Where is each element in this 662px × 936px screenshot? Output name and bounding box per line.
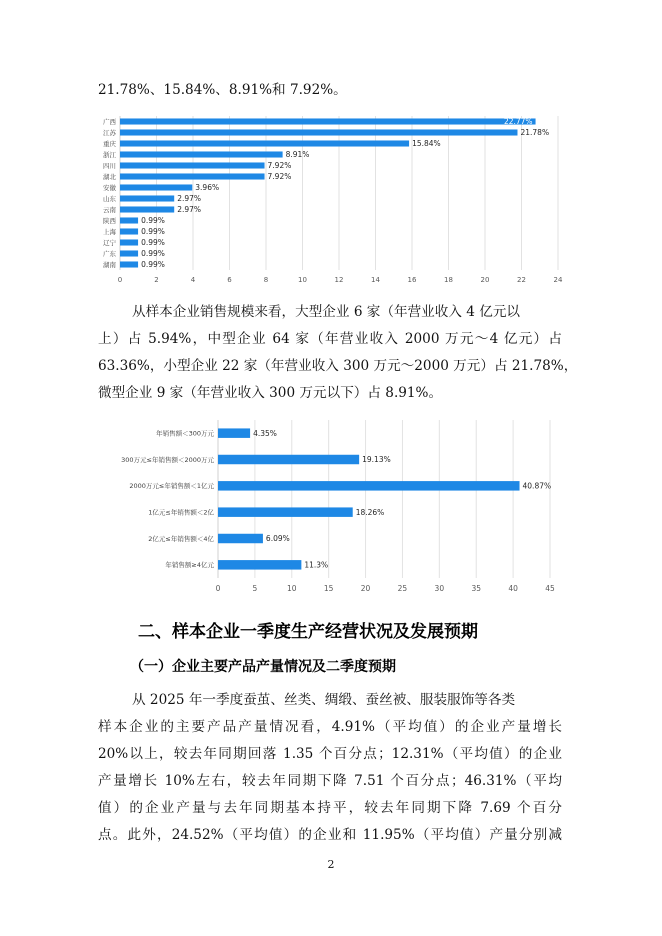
- para2-line-5: 值）的企业产量与去年同期基本持平，较去年同期下降 7.69 个百分: [98, 800, 562, 816]
- x-tick-label: 5: [252, 584, 258, 593]
- data-label: 0.99%: [141, 227, 165, 237]
- category-label: 2000万元≤年销售额＜1亿元: [129, 482, 214, 491]
- category-label: 重庆: [103, 139, 116, 148]
- category-label: 1亿元≤年销售额＜2亿: [148, 508, 214, 517]
- x-tick-label: 35: [471, 584, 481, 593]
- para1-line-2: 上）占 5.94%，中型企业 64 家（年营业收入 2000 万元～4 亿元）占: [98, 331, 562, 347]
- category-label: 山东: [103, 194, 116, 203]
- category-label: 湖北: [103, 172, 116, 181]
- x-tick-label: 20: [480, 276, 490, 284]
- bar: [120, 117, 536, 127]
- data-label: 2.97%: [177, 205, 202, 215]
- data-label: 0.99%: [141, 216, 165, 226]
- bar: [120, 261, 138, 267]
- para2-line-1: 从 2025 年一季度蚕茧、丝类、绸缎、蚕丝被、服装服饰等各类: [132, 692, 516, 708]
- x-tick-label: 10: [298, 276, 307, 284]
- bar: [120, 140, 409, 146]
- para1-line-3: 63.36%，小型企业 22 家（年营业收入 300 万元～2000 万元）占 21.78%，: [98, 358, 578, 374]
- x-tick-label: 30: [434, 584, 445, 593]
- data-label: 22.77%: [503, 117, 533, 127]
- section-heading: 二、样本企业一季度生产经营状况及发展预期: [138, 622, 478, 642]
- x-tick-label: 25: [397, 584, 408, 593]
- bar: [120, 206, 174, 212]
- bar: [218, 534, 263, 543]
- bar: [218, 455, 359, 464]
- para2-line-6: 点。此外，24.52%（平均值）的企业和 11.95%（平均值）产量分别减: [98, 827, 562, 843]
- category-label: 浙江: [103, 150, 116, 159]
- data-label: 40.87%: [522, 481, 552, 491]
- top-line: 21.78%、15.84%、8.91%和 7.92%。: [98, 82, 347, 98]
- x-tick-label: 24: [553, 276, 563, 284]
- bar: [120, 173, 265, 179]
- x-tick-label: 22: [517, 276, 526, 284]
- data-label: 7.92%: [267, 161, 292, 171]
- para2-line-2: 样本企业的主要产品产量情况看，4.91%（平均值）的企业产量增长: [98, 719, 562, 735]
- sales-chart-svg: [100, 418, 564, 600]
- x-tick-label: 8: [263, 276, 269, 284]
- subsection-heading: （一）企业主要产品产量情况及二季度预期: [130, 659, 396, 675]
- bar: [218, 481, 520, 490]
- category-label: 300万元≤年销售额＜2000万元: [121, 455, 214, 464]
- category-label: 安徽: [103, 183, 116, 192]
- data-label: 2.97%: [177, 194, 202, 204]
- category-label: 上海: [103, 227, 116, 236]
- x-tick-label: 10: [287, 584, 297, 593]
- page-number: 2: [327, 858, 335, 871]
- x-tick-label: 45: [545, 584, 555, 593]
- category-label: 四川: [103, 161, 116, 170]
- x-tick-label: 6: [227, 276, 232, 284]
- sales-scale-bar-chart: [100, 418, 564, 600]
- bar: [120, 250, 138, 256]
- x-tick-label: 16: [407, 276, 417, 284]
- bar: [218, 560, 301, 569]
- para1-line-1: 从样本企业销售规模来看，大型企业 6 家（年营业收入 4 亿元以: [132, 304, 521, 320]
- data-label: 18.26%: [355, 507, 385, 517]
- para2-line-3: 20%以上，较去年同期回落 1.35 个百分点；12.31%（平均值）的企业: [98, 746, 562, 762]
- x-tick-label: 2: [154, 276, 159, 284]
- category-label: 湖南: [103, 260, 116, 269]
- x-tick-label: 12: [334, 276, 344, 284]
- bar: [120, 184, 192, 190]
- category-label: 陕西: [103, 216, 116, 225]
- bar: [120, 162, 265, 168]
- data-label: 4.35%: [253, 428, 277, 438]
- province-bar-chart: [96, 112, 570, 290]
- bar: [120, 151, 283, 157]
- category-label: 江苏: [103, 128, 116, 137]
- category-label: 年销售额≥4亿元: [165, 561, 214, 570]
- bar: [120, 195, 174, 201]
- x-tick-label: 0: [117, 276, 123, 284]
- data-label: 3.96%: [195, 183, 220, 193]
- data-label: 6.09%: [265, 534, 290, 544]
- category-label: 广东: [103, 249, 116, 258]
- data-label: 0.99%: [141, 249, 165, 259]
- x-tick-label: 0: [215, 584, 221, 593]
- category-label: 云南: [103, 205, 116, 214]
- bar: [120, 129, 517, 135]
- bar: [120, 228, 138, 234]
- category-label: 年销售额＜300万元: [156, 429, 214, 438]
- data-label: 15.84%: [412, 139, 441, 149]
- data-label: 0.99%: [141, 260, 165, 270]
- x-tick-label: 40: [508, 584, 518, 593]
- para1-line-4: 微型企业 9 家（年营业收入 300 万元以下）占 8.91%。: [98, 385, 443, 401]
- data-label: 19.13%: [362, 455, 391, 465]
- para2-line-4: 产量增长 10%左右，较去年同期下降 7.51 个百分点；46.31%（平均: [98, 773, 562, 789]
- data-label: 8.91%: [285, 150, 310, 160]
- data-label: 11.3%: [304, 560, 329, 570]
- x-tick-label: 18: [444, 276, 453, 284]
- x-tick-label: 14: [371, 276, 380, 284]
- bar: [120, 239, 138, 245]
- data-label: 0.99%: [141, 238, 165, 248]
- category-label: 广西: [103, 117, 116, 126]
- data-label: 7.92%: [267, 172, 292, 182]
- x-tick-label: 4: [190, 276, 196, 284]
- bar: [218, 428, 250, 437]
- bar: [120, 217, 138, 223]
- bar: [218, 507, 353, 516]
- x-tick-label: 15: [323, 584, 334, 593]
- category-label: 辽宁: [103, 238, 116, 247]
- data-label: 21.78%: [520, 128, 550, 138]
- province-chart-svg: [96, 112, 570, 290]
- x-tick-label: 20: [360, 584, 371, 593]
- category-label: 2亿元≤年销售额＜4亿: [148, 534, 214, 543]
